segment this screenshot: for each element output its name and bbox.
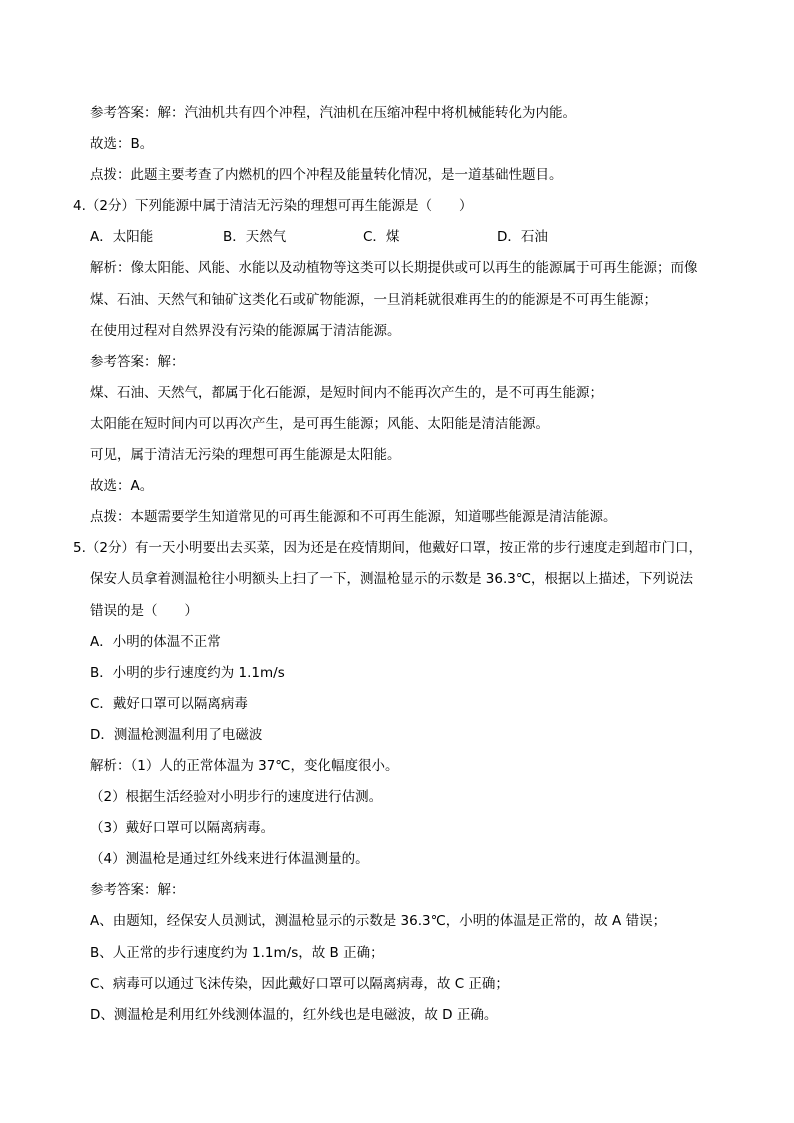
text-line: （3）戴好口罩可以隔离病毒。 [90,820,275,837]
text-line: C．戴好口罩可以隔离病毒 [90,695,248,712]
text-line: A．小明的体温不正常 [90,633,221,650]
text-line: 在使用过程对自然界没有污染的能源属于清洁能源。 [90,322,401,339]
text-line: D．测温枪测温利用了电磁波 [90,726,263,743]
question-stem: 4.（2分）下列能源中属于清洁无污染的理想可再生能源是（ ） [73,198,473,215]
text-line: 错误的是（ ） [90,602,198,619]
text-line: 故选：A。 [90,478,154,495]
text-line: A、由题知，经保安人员测试，测温枪显示的示数是 36.3℃，小明的体温是正常的，故 A 错误； [90,913,667,930]
text-line: D、测温枪是利用红外线测体温的，红外线也是电磁波，故 D 正确。 [90,1006,498,1023]
text-line: 可见，属于清洁无污染的理想可再生能源是太阳能。 [90,447,401,464]
document-page [0,98,794,1031]
options-row [0,222,794,253]
text-line: 保安人员拿着测温枪往小明额头上扫了一下，测温枪显示的示数是 36.3℃，根据以上描述，下列说法 [90,571,694,588]
text-line: 点拨：此题主要考查了内燃机的四个冲程及能量转化情况，是一道基础性题目。 [90,167,563,184]
text-line: 煤、石油、天然气，都属于化石能源，是短时间内不能再次产生的，是不可再生能源； [90,384,603,401]
text-line: B．小明的步行速度约为 1.1m/s [90,664,285,681]
option-d: D．石油 [497,229,548,246]
option-c: C．煤 [363,229,400,246]
text-line: （4）测温枪是通过红外线来进行体温测量的。 [90,851,369,868]
text-line: 参考答案：解： [90,882,185,899]
option-b: B．天然气 [223,229,287,246]
text-line: 解析：（1）人的正常体温为 37℃，变化幅度很小。 [90,757,399,774]
text-line: C、病毒可以通过飞沫传染，因此戴好口罩可以隔离病毒，故 C 正确； [90,975,509,992]
text-line: 解析：像太阳能、风能、水能以及动植物等这类可以长期提供或可以再生的能源属于可再生能源；而像 [90,260,698,277]
text-line: 参考答案：解： [90,353,185,370]
option-a: A．太阳能 [90,229,154,246]
text-line: 太阳能在短时间内可以再次产生，是可再生能源；风能、太阳能是清洁能源。 [90,415,549,432]
text-line: 参考答案：解：汽油机共有四个冲程，汽油机在压缩冲程中将机械能转化为内能。 [90,105,576,121]
text-line: 煤、石油、天然气和铀矿这类化石或矿物能源，一旦消耗就很难再生的的能源是不可再生能源； [90,291,657,308]
text-line: B、人正常的步行速度约为 1.1m/s，故 B 正确； [90,944,384,961]
text-line: 点拨：本题需要学生知道常见的可再生能源和不可再生能源，知道哪些能源是清洁能源。 [90,509,617,526]
text-line: 故选：B。 [90,136,154,153]
text-line: （2）根据生活经验对小明步行的速度进行估测。 [90,789,383,806]
question-stem: 5.（2分）有一天小明要出去买菜，因为还是在疫情期间，他戴好口罩，按正常的步行速度走到超市门口， [73,540,702,557]
